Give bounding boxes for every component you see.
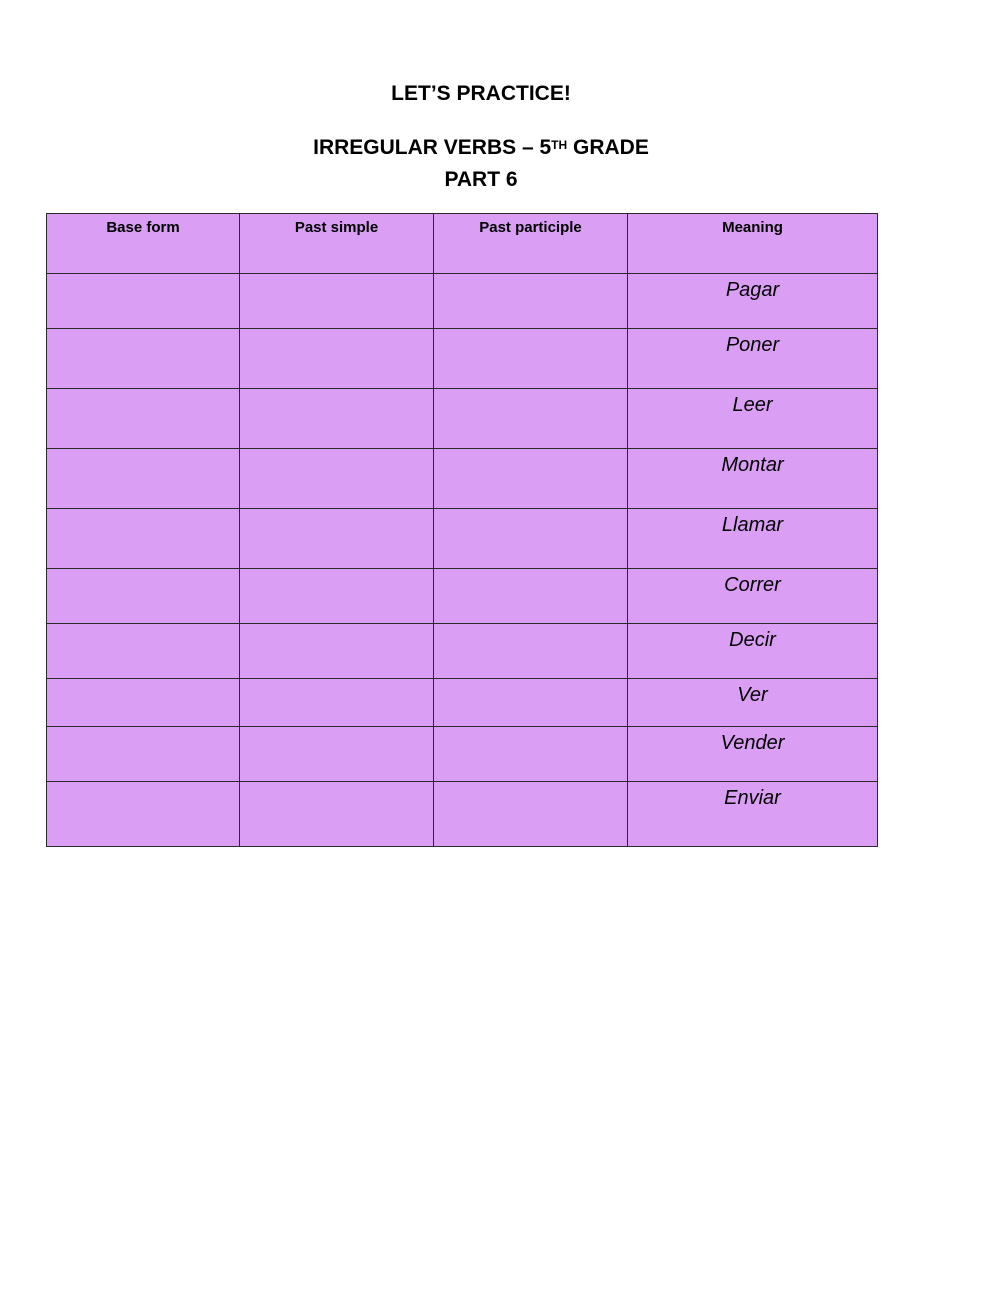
header-past-participle: Past participle — [434, 214, 628, 274]
subtitle-superscript: TH — [551, 138, 568, 152]
meaning-cell: Ver — [628, 679, 878, 727]
past-participle-cell[interactable] — [434, 509, 628, 569]
header-meaning: Meaning — [628, 214, 878, 274]
worksheet-part: PART 6 — [444, 168, 518, 191]
meaning-cell: Vender — [628, 727, 878, 782]
base-form-cell[interactable] — [47, 329, 240, 389]
past-simple-cell[interactable] — [240, 274, 434, 329]
past-participle-cell[interactable] — [434, 782, 628, 847]
past-simple-cell[interactable] — [240, 624, 434, 679]
past-participle-cell[interactable] — [434, 329, 628, 389]
table-row — [47, 624, 878, 679]
table-header-row — [47, 214, 878, 274]
past-participle-cell[interactable] — [434, 274, 628, 329]
table-row — [47, 679, 878, 727]
meaning-cell: Montar — [628, 449, 878, 509]
past-simple-cell[interactable] — [240, 727, 434, 782]
header-base-form: Base form — [47, 214, 240, 274]
verbs-table — [46, 213, 878, 847]
base-form-cell[interactable] — [47, 679, 240, 727]
table-row — [47, 389, 878, 449]
meaning-cell: Decir — [628, 624, 878, 679]
past-simple-cell[interactable] — [240, 389, 434, 449]
meaning-cell: Pagar — [628, 274, 878, 329]
meaning-cell: Llamar — [628, 509, 878, 569]
past-participle-cell[interactable] — [434, 727, 628, 782]
worksheet-title: LET’S PRACTICE! — [391, 82, 571, 105]
base-form-cell[interactable] — [47, 389, 240, 449]
meaning-cell: Enviar — [628, 782, 878, 847]
past-simple-cell[interactable] — [240, 679, 434, 727]
past-participle-cell[interactable] — [434, 389, 628, 449]
header-past-simple: Past simple — [240, 214, 434, 274]
table-row — [47, 274, 878, 329]
past-simple-cell[interactable] — [240, 569, 434, 624]
subtitle-text: IRREGULAR VERBS – 5 — [313, 136, 552, 159]
past-simple-cell[interactable] — [240, 782, 434, 847]
table-row — [47, 727, 878, 782]
base-form-cell[interactable] — [47, 569, 240, 624]
past-participle-cell[interactable] — [434, 624, 628, 679]
base-form-cell[interactable] — [47, 274, 240, 329]
base-form-cell[interactable] — [47, 782, 240, 847]
past-simple-cell[interactable] — [240, 329, 434, 389]
base-form-cell[interactable] — [47, 509, 240, 569]
past-participle-cell[interactable] — [434, 679, 628, 727]
base-form-cell[interactable] — [47, 727, 240, 782]
past-participle-cell[interactable] — [434, 449, 628, 509]
table-row — [47, 782, 878, 847]
table-row — [47, 509, 878, 569]
meaning-cell: Leer — [628, 389, 878, 449]
meaning-cell: Poner — [628, 329, 878, 389]
past-participle-cell[interactable] — [434, 569, 628, 624]
meaning-cell: Correr — [628, 569, 878, 624]
subtitle-text-end: GRADE — [567, 136, 649, 159]
past-simple-cell[interactable] — [240, 509, 434, 569]
table-row — [47, 569, 878, 624]
base-form-cell[interactable] — [47, 449, 240, 509]
table-row — [47, 329, 878, 389]
worksheet-subtitle — [0, 135, 962, 161]
base-form-cell[interactable] — [47, 624, 240, 679]
table-row — [47, 449, 878, 509]
past-simple-cell[interactable] — [240, 449, 434, 509]
